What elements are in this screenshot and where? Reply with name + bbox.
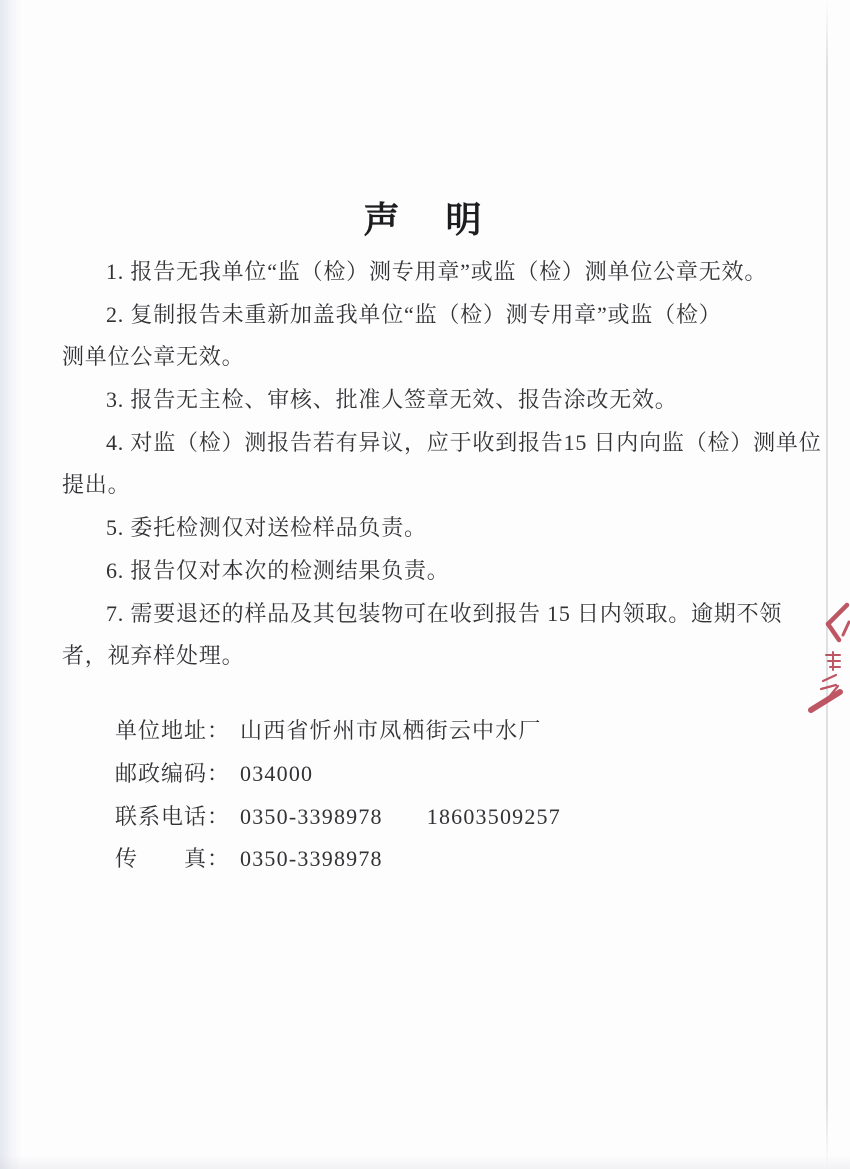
address-value: 山西省忻州市凤栖街云中水厂 xyxy=(240,718,542,743)
fax-row xyxy=(115,838,561,881)
fax-label: 传 真： xyxy=(115,846,231,872)
statement-list xyxy=(62,251,822,678)
red-seal-stamp-icon xyxy=(804,598,850,716)
red-seal-strokes xyxy=(811,605,849,710)
phone-value-1: 0350-3398978 xyxy=(240,803,383,829)
statement-item-5: 5. 委托检测仅对送检样品负责。 xyxy=(106,515,427,541)
postcode-row xyxy=(115,753,561,796)
statement-item-2: 2. 复制报告未重新加盖我单位“监（检）测专用章”或监（检） xyxy=(106,301,722,327)
address-row xyxy=(115,710,561,753)
phone-label: 联系电话： xyxy=(115,803,231,829)
statement-item-7: 7. 需要退还的样品及其包装物可在收到报告 15 日内领取。逾期不领 xyxy=(106,600,783,626)
statement-item-2-cont: 测单位公章无效。 xyxy=(62,344,245,370)
statement-item-4: 4. 对监（检）测报告若有异议，应于收到报告15 日内向监（检）测单位 xyxy=(106,429,822,455)
address-label: 单位地址： xyxy=(115,718,231,743)
statement-item-4-cont: 提出。 xyxy=(62,472,131,498)
phone-row xyxy=(115,796,561,839)
postcode-label: 邮政编码： xyxy=(115,760,231,786)
contact-info xyxy=(115,710,561,881)
fax-value: 0350-3398978 xyxy=(240,846,383,872)
scan-left-shadow xyxy=(0,0,22,1169)
document-title: 声 明 xyxy=(363,199,487,240)
statement-item-3: 3. 报告无主检、审核、批准人签章无效、报告涂改无效。 xyxy=(106,387,678,413)
statement-item-7-cont: 者，视弃样处理。 xyxy=(62,643,245,669)
statement-item-1: 1. 报告无我单位“监（检）测专用章”或监（检）测单位公章无效。 xyxy=(106,259,768,284)
scan-bottom-smudge xyxy=(0,1155,850,1169)
statement-item-6: 6. 报告仅对本次的检测结果负责。 xyxy=(106,557,450,583)
scan-page-edge-line xyxy=(826,0,828,1169)
phone-value-2: 18603509257 xyxy=(426,803,561,829)
postcode-value: 034000 xyxy=(240,760,314,786)
